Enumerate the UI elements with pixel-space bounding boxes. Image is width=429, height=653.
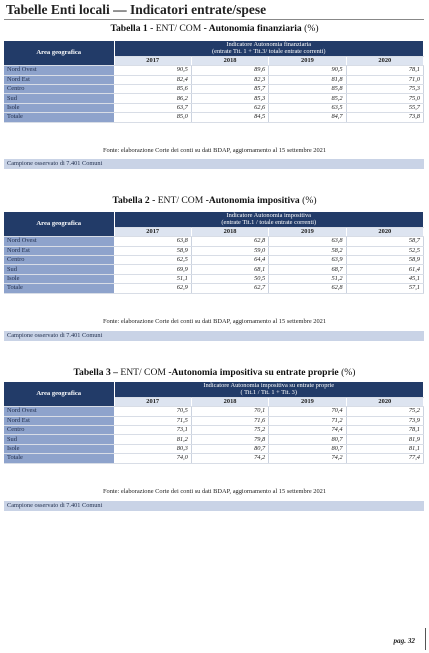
value-cell: 62,8 xyxy=(269,284,346,293)
value-cell: 63,8 xyxy=(269,237,346,246)
value-cell: 74,2 xyxy=(269,454,346,463)
value-cell: 68,7 xyxy=(269,265,346,274)
area-label: Nord Ovest xyxy=(4,237,114,246)
value-cell: 74,0 xyxy=(114,454,191,463)
value-cell: 63,8 xyxy=(114,237,191,246)
year-header: 2019 xyxy=(269,397,346,406)
value-cell: 80,7 xyxy=(191,444,268,453)
table-2 xyxy=(4,212,424,294)
year-header: 2020 xyxy=(346,227,423,236)
value-cell: 75,2 xyxy=(191,425,268,434)
year-header: 2018 xyxy=(191,397,268,406)
page-number-rule xyxy=(425,628,426,650)
table-row xyxy=(4,444,424,453)
table-row-total xyxy=(4,113,424,122)
table-row xyxy=(4,237,424,246)
value-cell: 81,8 xyxy=(269,75,346,84)
value-cell: 62,7 xyxy=(191,284,268,293)
value-cell: 63,5 xyxy=(269,103,346,112)
value-cell: 63,7 xyxy=(114,103,191,112)
value-cell: 75,3 xyxy=(346,84,423,93)
table-3-sample: Campione osservato di 7.401 Comuni xyxy=(4,501,424,511)
table-row xyxy=(4,75,424,84)
table-row xyxy=(4,255,424,264)
year-header: 2019 xyxy=(269,56,346,65)
table-row xyxy=(4,425,424,434)
value-cell: 82,3 xyxy=(191,75,268,84)
table-row xyxy=(4,84,424,93)
value-cell: 80,7 xyxy=(269,444,346,453)
value-cell: 58,9 xyxy=(346,255,423,264)
value-cell: 51,2 xyxy=(269,274,346,283)
table-row-total xyxy=(4,284,424,293)
value-cell: 71,6 xyxy=(191,416,268,425)
table-3-title: Tabella 3 – ENT/ COM -Autonomia impositiva su entrate proprie (%) xyxy=(73,367,356,378)
value-cell: 73,1 xyxy=(114,425,191,434)
value-cell: 90,5 xyxy=(269,66,346,75)
value-cell: 86,2 xyxy=(114,94,191,103)
table-3-source: Fonte: elaborazione Corte dei conti su dati BDAP, aggiornamento al 15 settembre 2021 xyxy=(102,488,327,495)
area-label: Nord Est xyxy=(4,75,114,84)
value-cell: 70,5 xyxy=(114,407,191,416)
value-cell: 70,1 xyxy=(191,407,268,416)
value-cell: 85,7 xyxy=(191,84,268,93)
value-cell: 64,4 xyxy=(191,255,268,264)
area-label: Totale xyxy=(4,454,114,463)
value-cell: 57,1 xyxy=(346,284,423,293)
area-header: Area geografica xyxy=(4,212,114,237)
table-2-title: Tabella 2 - ENT/ COM -Autonomia impositiva (%) xyxy=(112,195,317,206)
value-cell: 55,7 xyxy=(346,103,423,112)
table-row xyxy=(4,103,424,112)
area-label: Isole xyxy=(4,103,114,112)
value-cell: 85,0 xyxy=(114,113,191,122)
indicator-header: Indicatore Autonomia impositiva su entrate proprie ( Tit.1 / Tit. 1 + Tit. 3) xyxy=(114,382,424,397)
table-2-source: Fonte: elaborazione Corte dei conti su dati BDAP, aggiornamento al 15 settembre 2021 xyxy=(102,318,327,325)
value-cell: 71,0 xyxy=(346,75,423,84)
value-cell: 58,7 xyxy=(346,237,423,246)
value-cell: 89,6 xyxy=(191,66,268,75)
table-row xyxy=(4,265,424,274)
value-cell: 70,4 xyxy=(269,407,346,416)
area-label: Totale xyxy=(4,113,114,122)
area-label: Isole xyxy=(4,274,114,283)
value-cell: 80,3 xyxy=(114,444,191,453)
value-cell: 84,5 xyxy=(191,113,268,122)
value-cell: 85,8 xyxy=(269,84,346,93)
area-label: Isole xyxy=(4,444,114,453)
value-cell: 73,8 xyxy=(346,113,423,122)
year-header: 2020 xyxy=(346,56,423,65)
value-cell: 62,6 xyxy=(191,103,268,112)
value-cell: 77,4 xyxy=(346,454,423,463)
year-header: 2017 xyxy=(114,56,191,65)
value-cell: 85,3 xyxy=(191,94,268,103)
area-label: Centro xyxy=(4,425,114,434)
value-cell: 82,4 xyxy=(114,75,191,84)
table-1-source: Fonte: elaborazione Corte dei conti su dati BDAP, aggiornamento al 15 settembre 2021 xyxy=(102,147,327,154)
value-cell: 61,4 xyxy=(346,265,423,274)
table-row xyxy=(4,416,424,425)
value-cell: 73,9 xyxy=(346,416,423,425)
table-1 xyxy=(4,41,424,123)
table-row xyxy=(4,435,424,444)
value-cell: 58,2 xyxy=(269,246,346,255)
table-row xyxy=(4,274,424,283)
indicator-header: Indicatore Autonomia finanziaria (entrate Tit. 1 + Tit.3/ totale entrate correnti) xyxy=(114,41,424,56)
year-header: 2017 xyxy=(114,227,191,236)
value-cell: 62,9 xyxy=(114,284,191,293)
value-cell: 78,1 xyxy=(346,66,423,75)
area-label: Sud xyxy=(4,435,114,444)
value-cell: 63,9 xyxy=(269,255,346,264)
value-cell: 50,5 xyxy=(191,274,268,283)
value-cell: 45,1 xyxy=(346,274,423,283)
table-row xyxy=(4,407,424,416)
area-label: Totale xyxy=(4,284,114,293)
value-cell: 78,1 xyxy=(346,425,423,434)
value-cell: 59,0 xyxy=(191,246,268,255)
value-cell: 51,1 xyxy=(114,274,191,283)
table-row xyxy=(4,246,424,255)
page-title: Tabelle Enti locali — Indicatori entrate/spese xyxy=(6,2,267,17)
value-cell: 79,8 xyxy=(191,435,268,444)
value-cell: 85,2 xyxy=(269,94,346,103)
area-label: Sud xyxy=(4,265,114,274)
table-1-sample: Campione osservato di 7.401 Comuni xyxy=(4,159,424,169)
value-cell: 69,9 xyxy=(114,265,191,274)
table-row xyxy=(4,66,424,75)
table-2-sample: Campione osservato di 7.401 Comuni xyxy=(4,331,424,341)
year-header: 2020 xyxy=(346,397,423,406)
area-label: Centro xyxy=(4,255,114,264)
value-cell: 75,0 xyxy=(346,94,423,103)
value-cell: 62,5 xyxy=(114,255,191,264)
year-header: 2017 xyxy=(114,397,191,406)
value-cell: 84,7 xyxy=(269,113,346,122)
page-number: pag. 32 xyxy=(393,637,415,645)
table-row xyxy=(4,94,424,103)
value-cell: 90,5 xyxy=(114,66,191,75)
value-cell: 74,4 xyxy=(269,425,346,434)
value-cell: 81,1 xyxy=(346,444,423,453)
area-label: Nord Ovest xyxy=(4,66,114,75)
value-cell: 62,8 xyxy=(191,237,268,246)
value-cell: 80,7 xyxy=(269,435,346,444)
value-cell: 52,5 xyxy=(346,246,423,255)
title-divider xyxy=(4,19,424,20)
table-row-total xyxy=(4,454,424,463)
table-3 xyxy=(4,382,424,464)
year-header: 2018 xyxy=(191,56,268,65)
area-label: Sud xyxy=(4,94,114,103)
area-header: Area geografica xyxy=(4,41,114,66)
area-label: Centro xyxy=(4,84,114,93)
value-cell: 58,9 xyxy=(114,246,191,255)
value-cell: 74,2 xyxy=(191,454,268,463)
area-label: Nord Est xyxy=(4,246,114,255)
value-cell: 81,9 xyxy=(346,435,423,444)
value-cell: 71,2 xyxy=(269,416,346,425)
year-header: 2019 xyxy=(269,227,346,236)
year-header: 2018 xyxy=(191,227,268,236)
area-header: Area geografica xyxy=(4,382,114,407)
value-cell: 85,6 xyxy=(114,84,191,93)
area-label: Nord Est xyxy=(4,416,114,425)
indicator-header: Indicatore Autonomia impositiva (entrate Tit.1 / totale entrate correnti) xyxy=(114,212,424,227)
table-1-title: Tabella 1 - ENT/ COM - Autonomia finanziaria (%) xyxy=(110,23,319,34)
value-cell: 71,5 xyxy=(114,416,191,425)
area-label: Nord Ovest xyxy=(4,407,114,416)
value-cell: 75,2 xyxy=(346,407,423,416)
value-cell: 81,2 xyxy=(114,435,191,444)
value-cell: 68,1 xyxy=(191,265,268,274)
